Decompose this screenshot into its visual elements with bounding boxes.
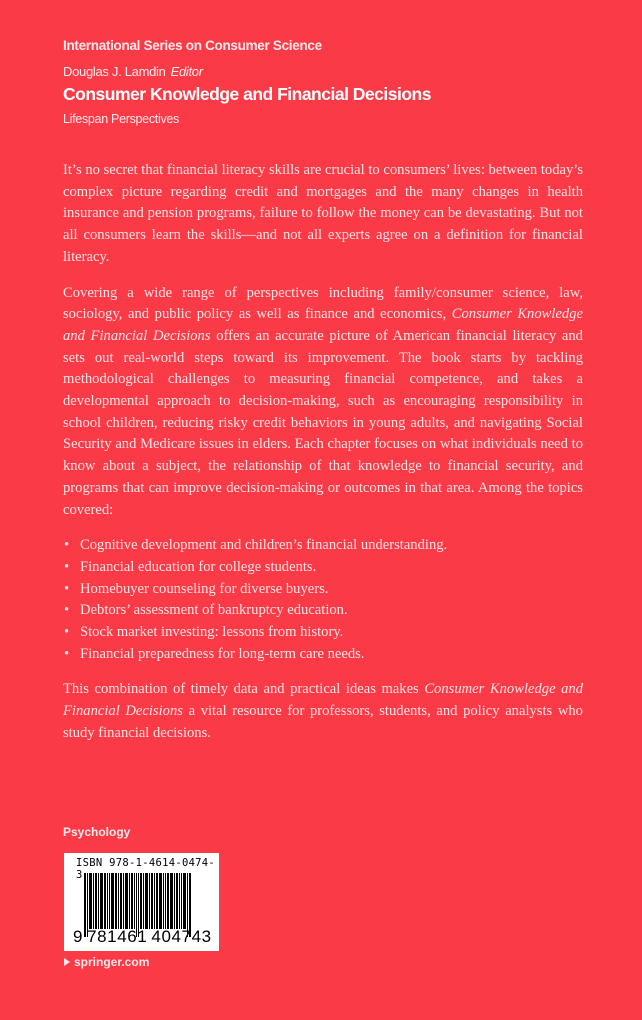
text-span: This combination of timely data and practical ideas makes: [63, 681, 425, 698]
list-item: • Financial preparedness for long-term care needs.: [63, 644, 583, 666]
barcode-digits: [73, 927, 212, 947]
play-arrow-icon: [64, 958, 70, 966]
website-label: springer.com: [74, 955, 150, 969]
book-title: Consumer Knowledge and Financial Decisions: [63, 84, 431, 104]
text-span: offers an accurate picture of American financial literacy and sets out real-world steps toward its improvement. The book starts by tackling methodological challenges to measuring financial competence, and takes a developmental approach to decision-making, such as encouraging responsibility in school children, reducing risky credit behaviors in young adults, and navigating Social Security and Medicare issues in elders. Each chapter focuses on what individuals need to know about a subject, the relationship of that knowledge to financial security, and programs that can improve decision-making or outcomes in that area. Among the topics covered:: [63, 327, 583, 518]
blurb-paragraph-3: [63, 679, 583, 744]
book-title-inline: Consumer Knowledge and Financial Decisions: [63, 681, 583, 720]
blurb-paragraph-1: It’s no secret that financial literacy skills are crucial to consumers’ lives: between today’s complex picture regarding credit and mortgages and the many changes in health insurance and pension programs, failure to follow the money can be devastating. But not all consumers learn the skills—and not all experts agree on a definition for financial literacy.: [63, 162, 583, 265]
isbn-barcode: [64, 853, 219, 951]
editor-line: [63, 64, 203, 79]
editor-role: Editor: [170, 64, 203, 79]
publisher-website[interactable]: [64, 955, 149, 969]
blurb-paragraph-2: [63, 283, 583, 522]
barcode-lead-digit: 9: [73, 927, 84, 946]
editor-name: Douglas J. Lamdin: [63, 64, 166, 79]
text-span: Covering a wide range of perspectives including family/consumer science, law, sociology, and public policy as well as finance and economics,: [63, 284, 583, 323]
isbn-label: ISBN 978-1-4614-0474-3: [76, 857, 216, 881]
text-span: a vital resource for professors, students, and policy analysts who study financial decisions.: [63, 703, 583, 741]
book-subtitle: Lifespan Perspectives: [63, 112, 179, 126]
blurb: [63, 160, 583, 759]
list-item: • Stock market investing: lessons from history.: [63, 622, 583, 644]
list-item: • Homebuyer counseling for diverse buyers.: [63, 579, 583, 601]
list-item: • Cognitive development and children’s financial understanding.: [63, 535, 583, 557]
barcode-icon: [84, 873, 211, 935]
topics-list: [63, 535, 583, 665]
barcode-group-1: 781461: [87, 927, 148, 946]
series-name: International Series on Consumer Science: [63, 38, 322, 53]
list-item: • Financial education for college students.: [63, 557, 583, 579]
book-title-inline: Consumer Knowledge and Financial Decisions: [63, 306, 583, 344]
list-item: • Debtors’ assessment of bankruptcy education.: [63, 600, 583, 622]
barcode-group-2: 404743: [151, 927, 212, 946]
subject-category: Psychology: [63, 825, 131, 839]
